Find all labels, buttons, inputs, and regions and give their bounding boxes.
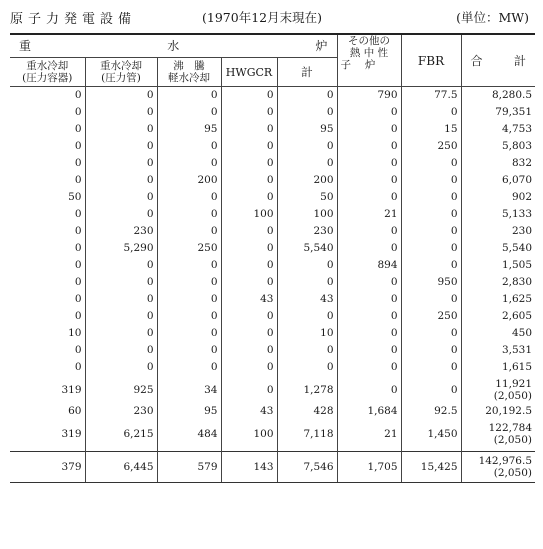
subtotal-cell: 7,118 [277,420,337,447]
hw-pressure-vessel-header [10,58,85,87]
boiling-light-water-cell: 0 [157,359,221,376]
unit-label: (単位：MW) [456,10,529,25]
hwgcr-cell: 100 [221,420,277,447]
other-thermal-cell: 21 [337,420,401,447]
fbr-cell: 950 [401,274,461,291]
hw-pressure-tube-cell: 0 [85,206,157,223]
hw-pressure-tube-cell: 0 [85,308,157,325]
fbr-cell: 0 [401,240,461,257]
fbr-cell: 1,450 [401,420,461,447]
table-row [10,342,535,359]
hw-pressure-vessel-cell: 0 [74,293,82,305]
subtotal-cell: 0 [277,342,337,359]
hwgcr-cell: 0 [221,172,277,189]
hwgcr-cell: 43 [221,403,277,420]
hwgcr-cell: 0 [221,240,277,257]
hw-pressure-vessel-cell: 0 [74,140,82,152]
fbr-cell: 0 [401,172,461,189]
hwgcr-cell: 0 [221,87,277,105]
hw-pressure-tube-cell: 0 [85,257,157,274]
hw-pressure-vessel-cell: 0 [74,157,82,169]
hw-pressure-vessel-cell: 319 [61,427,82,440]
total-note-value: (2,050) [493,389,533,402]
other-thermal-cell: 0 [337,308,401,325]
other-thermal-cell: 0 [337,342,401,359]
total-cell: 2,605 [461,308,535,325]
fbr-cell: 0 [401,206,461,223]
hwgcr-cell: 0 [221,189,277,206]
other-thermal-cell: 1,705 [337,452,401,483]
hwgcr-cell: 0 [221,359,277,376]
total-cell [461,420,535,447]
total-cell [461,376,535,403]
total-cell: 2,830 [461,274,535,291]
subtotal-cell: 230 [277,223,337,240]
fbr-cell: 15 [401,121,461,138]
blw-line-2: 軽水冷却 [168,72,210,84]
total-note-value: (2,050) [493,467,533,479]
other-thermal-cell: 0 [337,240,401,257]
hw-pressure-tube-cell: 0 [85,274,157,291]
hw-pressure-vessel-cell: 0 [74,361,82,373]
other-thermal-cell: 0 [337,376,401,403]
hw-pressure-tube-cell: 6,215 [85,420,157,447]
hw-pressure-vessel-cell: 0 [74,259,82,271]
boiling-light-water-cell: 34 [157,376,221,403]
fbr-cell: 77.5 [401,87,461,105]
total-cell: 5,803 [461,138,535,155]
hw-pressure-vessel-cell: 379 [10,452,85,483]
other-thermal-cell: 0 [337,291,401,308]
hw-pressure-tube-cell: 0 [85,138,157,155]
subtotal-cell: 50 [277,189,337,206]
hw-pressure-vessel-cell: 0 [74,89,82,101]
table-row [10,155,535,172]
table-row [10,274,535,291]
total-cell [461,452,535,483]
subtotal-cell: 0 [277,138,337,155]
total-cell: 230 [461,223,535,240]
hw-pressure-vessel-cell: 0 [74,106,82,118]
hwgcr-cell: 0 [221,104,277,121]
subtotal-cell: 7,546 [277,452,337,483]
hw-pressure-tube-cell: 0 [85,121,157,138]
hw-pressure-vessel-cell: 0 [74,123,82,135]
fbr-cell: 0 [401,155,461,172]
subtotal-cell: 0 [277,308,337,325]
hw-pressure-vessel-cell: 0 [74,225,82,237]
other-thermal-cell: 21 [337,206,401,223]
boiling-light-water-cell: 0 [157,189,221,206]
fbr-cell: 0 [401,376,461,403]
hw-pressure-tube-cell: 0 [85,325,157,342]
other-thermal-line-3: 子 炉 [340,59,376,71]
table-body [10,87,535,483]
page-title: 原子力発電設備 [10,12,137,27]
hw-pressure-tube-cell: 0 [85,291,157,308]
hwgcr-cell: 0 [221,257,277,274]
total-cell: 1,505 [461,257,535,274]
table-row [10,257,535,274]
boiling-light-water-cell: 0 [157,104,221,121]
hw-pressure-tube-cell: 6,445 [85,452,157,483]
hw-pressure-tube-cell: 230 [85,223,157,240]
table-row [10,420,535,447]
subtotal-cell: 95 [277,121,337,138]
heavy-water-group-header [10,34,337,58]
boiling-light-water-cell: 0 [157,308,221,325]
total-cell: 832 [461,155,535,172]
table-row [10,223,535,240]
other-thermal-cell: 894 [337,257,401,274]
table-row [10,291,535,308]
hwgcr-cell: 0 [221,155,277,172]
subtotal-cell: 428 [277,403,337,420]
fbr-cell: 0 [401,189,461,206]
table-row [10,172,535,189]
other-thermal-cell: 0 [337,359,401,376]
total-cell: 4,753 [461,121,535,138]
hw-pressure-vessel-cell: 10 [68,327,82,339]
hwgcr-header: HWGCR [221,58,277,87]
group-char-2: 水 [167,39,180,53]
hwgcr-cell: 0 [221,342,277,359]
table-row [10,308,535,325]
other-thermal-cell: 0 [337,325,401,342]
hwgcr-cell: 0 [221,325,277,342]
total-cell: 1,625 [461,291,535,308]
header-row-group [10,34,535,58]
subtotal-cell: 0 [277,104,337,121]
table-row [10,138,535,155]
hwgcr-cell: 0 [221,308,277,325]
total-value: 122,784 [488,421,533,434]
subtotal-cell: 100 [277,206,337,223]
subtotal-cell: 1,278 [277,376,337,403]
subtotal-cell: 200 [277,172,337,189]
other-thermal-cell: 0 [337,155,401,172]
hw-pressure-vessel-cell: 0 [74,208,82,220]
fbr-cell: 0 [401,325,461,342]
hwgcr-cell: 100 [221,206,277,223]
table-row [10,240,535,257]
hw-pressure-vessel-cell: 319 [61,383,82,396]
hwgcr-cell: 0 [221,274,277,291]
hw-pressure-tube-cell: 925 [85,376,157,403]
hw-pressure-tube-cell: 0 [85,87,157,105]
group-char-3: 炉 [315,39,328,53]
capacity-table [10,33,535,483]
title-row [10,6,535,28]
fbr-cell: 0 [401,104,461,121]
hw-pressure-tube-cell: 5,290 [85,240,157,257]
hw-pressure-vessel-cell: 50 [68,191,82,203]
hw-pressure-vessel-cell: 0 [74,174,82,186]
subtotal-header: 計 [277,58,337,87]
other-thermal-cell: 1,684 [337,403,401,420]
other-thermal-cell: 0 [337,189,401,206]
table-row [10,359,535,376]
hwpt-line-2: (圧力管) [101,72,141,84]
hwgcr-cell: 0 [221,223,277,240]
hw-pressure-tube-cell: 0 [85,342,157,359]
fbr-cell: 0 [401,257,461,274]
subtotal-cell: 43 [277,291,337,308]
total-cell: 902 [461,189,535,206]
fbr-cell: 0 [401,223,461,240]
hw-pressure-tube-cell: 0 [85,172,157,189]
boiling-light-water-cell: 0 [157,87,221,105]
boiling-light-water-cell: 0 [157,138,221,155]
total-header [461,34,535,87]
group-char-1: 重 [19,39,32,53]
hw-pressure-tube-cell: 0 [85,155,157,172]
other-thermal-line-2: 熱 中 性 [349,47,389,59]
date-note: (1970年12月末現在) [202,10,322,25]
fbr-header: FBR [401,34,461,87]
boiling-light-water-cell: 250 [157,240,221,257]
other-thermal-cell: 0 [337,274,401,291]
boiling-light-water-cell: 0 [157,223,221,240]
fbr-cell: 0 [401,359,461,376]
subtotal-cell: 5,540 [277,240,337,257]
other-thermal-header [337,34,401,87]
hwgcr-cell: 0 [221,376,277,403]
total-cell: 1,615 [461,359,535,376]
boiling-light-water-cell: 0 [157,206,221,223]
hwgcr-cell: 43 [221,291,277,308]
subtotal-cell: 0 [277,257,337,274]
fbr-cell: 0 [401,342,461,359]
hwgcr-cell: 0 [221,138,277,155]
table-row [10,206,535,223]
total-cell: 8,280.5 [461,87,535,105]
total-value: 11,921 [495,377,533,390]
other-thermal-cell: 790 [337,87,401,105]
hwgcr-cell: 0 [221,121,277,138]
fbr-cell: 92.5 [401,403,461,420]
total-cell: 20,192.5 [461,403,535,420]
other-thermal-cell: 0 [337,121,401,138]
boiling-light-water-header [157,58,221,87]
boiling-light-water-cell: 0 [157,257,221,274]
total-cell: 5,133 [461,206,535,223]
fbr-cell: 250 [401,308,461,325]
grand-total-row [10,452,535,483]
hw-pressure-tube-cell: 0 [85,104,157,121]
other-thermal-line-1: その他の [348,35,391,47]
total-cell: 450 [461,325,535,342]
total-note-value: (2,050) [493,433,533,446]
subtotal-cell: 0 [277,359,337,376]
other-thermal-cell: 0 [337,172,401,189]
other-thermal-cell: 0 [337,223,401,240]
total-value: 142,976.5 [478,455,533,467]
table-row [10,104,535,121]
hw-pressure-vessel-cell: 60 [68,405,82,417]
boiling-light-water-cell: 0 [157,291,221,308]
other-thermal-cell: 0 [337,104,401,121]
table-row [10,87,535,105]
subtotal-cell: 0 [277,87,337,105]
boiling-light-water-cell: 95 [157,121,221,138]
hw-pressure-tube-cell: 230 [85,403,157,420]
fbr-cell: 15,425 [401,452,461,483]
hw-pressure-tube-header [85,58,157,87]
blw-line-1: 沸 騰 [173,60,205,72]
total-cell: 6,070 [461,172,535,189]
subtotal-cell: 0 [277,274,337,291]
table-row [10,189,535,206]
total-cell: 79,351 [461,104,535,121]
boiling-light-water-cell: 0 [157,155,221,172]
boiling-light-water-cell: 95 [157,403,221,420]
boiling-light-water-cell: 484 [157,420,221,447]
fbr-cell: 0 [401,291,461,308]
hwpt-line-1: 重水冷却 [100,60,142,72]
boiling-light-water-cell: 579 [157,452,221,483]
hwpv-line-2: (圧力容器) [22,72,73,84]
other-thermal-cell: 0 [337,138,401,155]
hw-pressure-vessel-cell: 0 [74,242,82,254]
boiling-light-water-cell: 0 [157,274,221,291]
total-header-char-2: 計 [514,53,527,68]
hw-pressure-tube-cell: 0 [85,189,157,206]
hwgcr-cell: 143 [221,452,277,483]
boiling-light-water-cell: 0 [157,342,221,359]
fbr-cell: 250 [401,138,461,155]
hw-pressure-vessel-cell: 0 [74,344,82,356]
total-cell: 3,531 [461,342,535,359]
hw-pressure-vessel-cell: 0 [74,310,82,322]
hw-pressure-vessel-cell: 0 [74,276,82,288]
table-row [10,376,535,403]
table-row [10,325,535,342]
table-row [10,121,535,138]
hwpv-line-1: 重水冷却 [26,60,69,72]
subtotal-cell: 0 [277,155,337,172]
subtotal-cell: 10 [277,325,337,342]
table-row [10,403,535,420]
total-cell: 5,540 [461,240,535,257]
boiling-light-water-cell: 0 [157,325,221,342]
total-header-char-1: 合 [470,53,483,68]
boiling-light-water-cell: 200 [157,172,221,189]
hw-pressure-tube-cell: 0 [85,359,157,376]
